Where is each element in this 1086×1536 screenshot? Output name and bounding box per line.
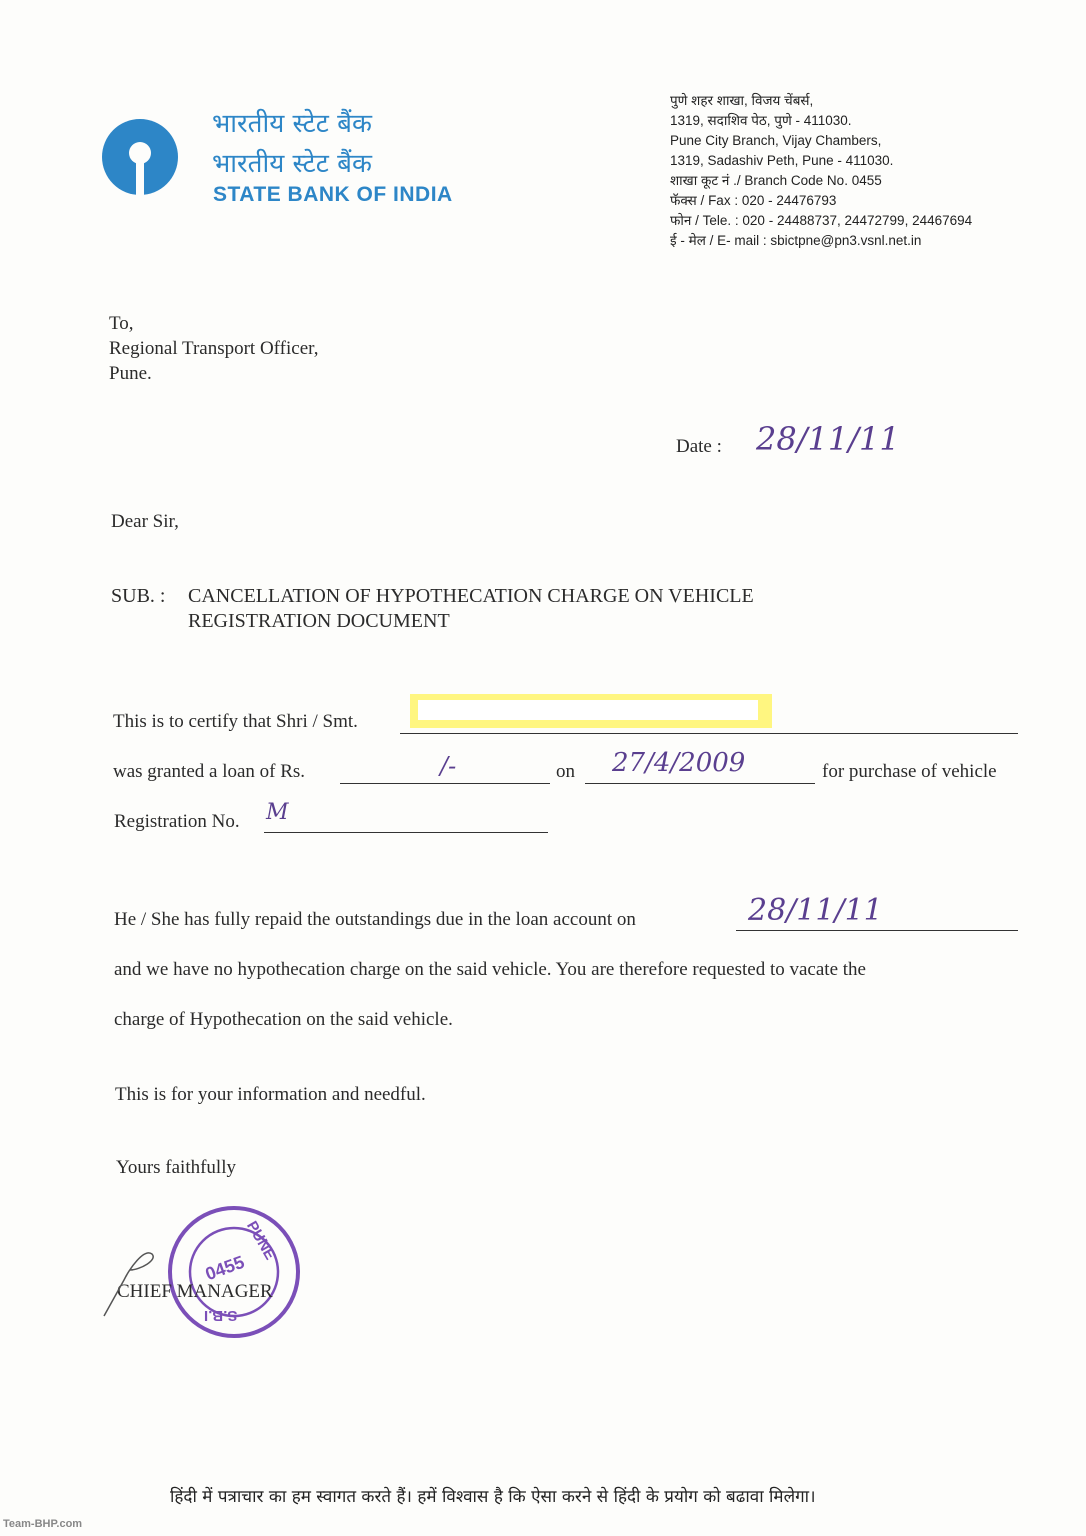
loan-date: 27/4/2009 — [612, 748, 746, 778]
stamp-text-top: PUNE — [243, 1218, 279, 1263]
name-underline — [400, 733, 1018, 734]
bank-name-hindi-1: भारतीय स्टेट बैंक — [212, 109, 372, 139]
bank-name-english: STATE BANK OF INDIA — [213, 183, 453, 206]
yours-faithfully: Yours faithfully — [116, 1157, 236, 1178]
stamp-text-center: 0455 — [202, 1251, 248, 1285]
recipient-to: To, — [109, 313, 134, 334]
branch-address — [670, 91, 972, 251]
address-line: शाखा कूट नं ./ Branch Code No. 0455 — [670, 173, 882, 188]
address-line: पुणे शहर शाखा, विजय चेंबर्स, — [670, 93, 814, 108]
address-line: फोन / Tele. : 020 - 24488737, 24472799, 24467694 — [670, 213, 973, 228]
information-text: This is for your information and needful. — [115, 1084, 426, 1105]
subject-label: SUB. : — [111, 585, 166, 607]
recipient-block — [109, 311, 318, 386]
sbi-logo-icon — [100, 117, 180, 197]
loan-date-underline — [585, 783, 815, 784]
repaid-date-underline — [736, 930, 1018, 931]
registration-underline — [264, 832, 548, 833]
address-line: फॅक्स / Fax : 020 - 24476793 — [670, 193, 837, 208]
subject-line-2: REGISTRATION DOCUMENT — [188, 610, 450, 632]
bank-name-hindi-2: भारतीय स्टेट बैंक — [212, 149, 372, 179]
address-line: 1319, Sadashiv Peth, Pune - 411030. — [670, 153, 894, 168]
date-label: Date : — [676, 436, 722, 457]
signature-stroke — [100, 1240, 170, 1320]
address-line: Pune City Branch, Vijay Chambers, — [670, 133, 882, 148]
team-bhp-watermark: Team-BHP.com — [3, 1518, 83, 1530]
date-value: 28/11/11 — [756, 420, 900, 458]
registration-value: M — [266, 800, 289, 825]
footer-hindi-line: हिंदी में पत्राचार का हम स्वागत करते हैं। हमें विश्वास है कि ऐसा करने से हिंदी के प्रयोग को बढावा मिलेगा। — [170, 1487, 816, 1507]
address-line: 1319, सदाशिव पेठ, पुणे - 411030. — [670, 113, 852, 128]
on-text: on — [556, 761, 575, 782]
registration-label: Registration No. — [114, 811, 240, 832]
stamp-text-bottom: S.B.I — [204, 1307, 238, 1324]
salutation: Dear Sir, — [111, 511, 179, 532]
recipient-city: Pune. — [109, 363, 152, 384]
repaid-date: 28/11/11 — [748, 893, 883, 928]
hypothecation-line-2: charge of Hypothecation on the said vehicle. — [114, 1009, 453, 1030]
hypothecation-line-1: and we have no hypothecation charge on the said vehicle. You are therefore requested to vacate the — [114, 959, 866, 980]
recipient-title: Regional Transport Officer, — [109, 338, 319, 359]
email-line: ई - मेल / E- mail : sbictpne@pn3.vsnl.net.in — [670, 233, 922, 248]
certify-text: This is to certify that Shri / Smt. — [113, 711, 358, 732]
loan-amount-underline — [340, 783, 550, 784]
repaid-text: He / She has fully repaid the outstandings due in the loan account on — [114, 909, 636, 930]
signatory-title: CHIEF MANAGER — [117, 1281, 273, 1302]
name-redaction-white — [418, 700, 758, 720]
subject-line-1: CANCELLATION OF HYPOTHECATION CHARGE ON VEHICLE — [188, 585, 754, 607]
purchase-text: for purchase of vehicle — [822, 761, 997, 782]
loan-text: was granted a loan of Rs. — [113, 761, 306, 782]
loan-amount-suffix: /- — [440, 752, 457, 780]
